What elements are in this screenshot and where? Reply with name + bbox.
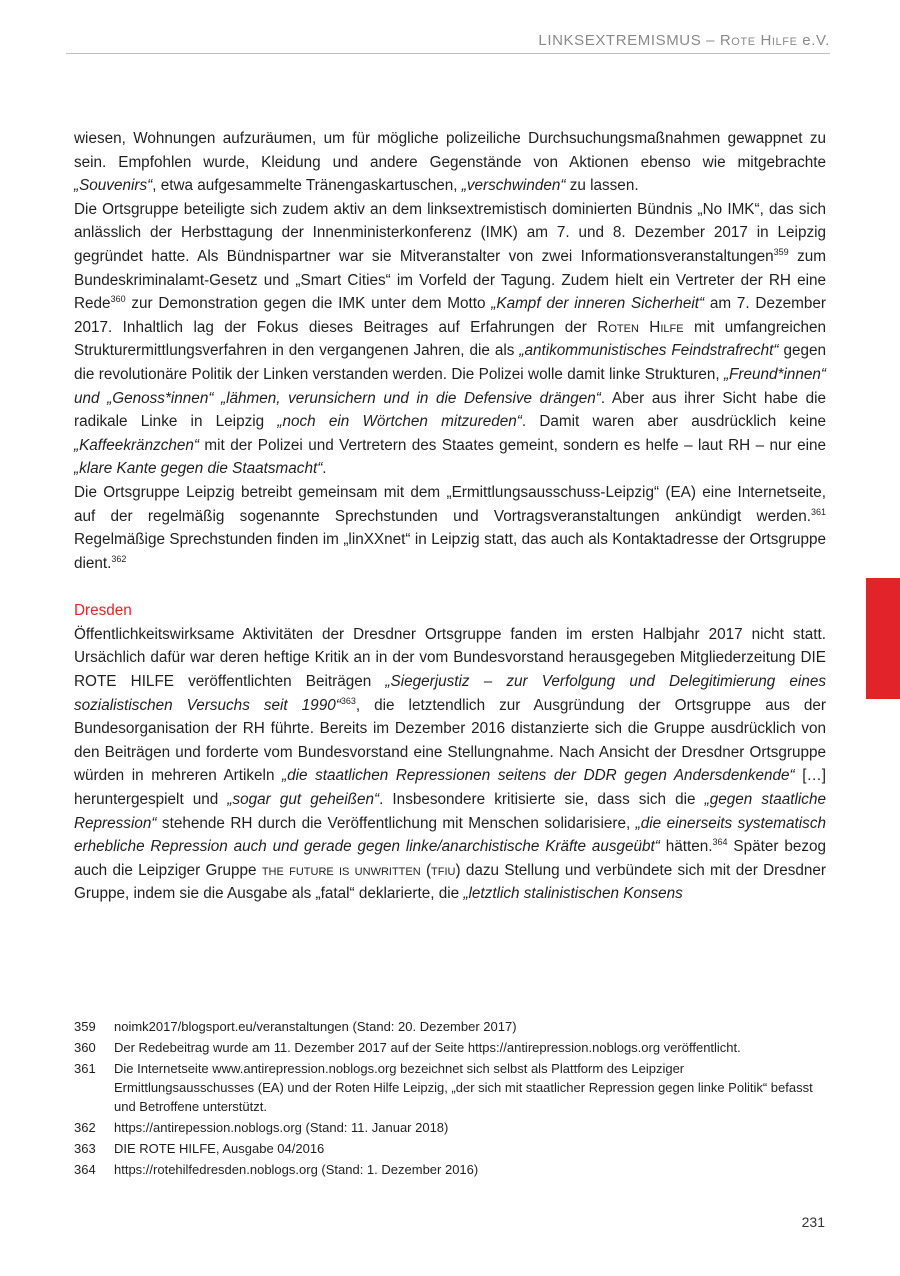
page-number: 231 — [801, 1214, 825, 1230]
footnote-ref[interactable]: 359 — [773, 246, 789, 257]
footnote-text: https://antirepession.noblogs.org (Stand: 11. Januar 2018) — [114, 1120, 449, 1135]
footnote-number: 359 — [74, 1019, 96, 1034]
header-org: Rote Hilfe — [719, 32, 798, 49]
paragraph: wiesen, Wohnungen aufzuräumen, um für mögliche polizeiliche Durchsuchungsmaßnahmen gewappnet zu sein. Empfohlen wurde, Kleidung und andere Gegenstände von Aktionen ebenso wie mitgebrachte „Souvenirs“, etwa aufgesammelte Tränengaskartuschen, „verschwinden“ zu lassen. — [74, 130, 826, 195]
footnote-ref[interactable]: 363 — [340, 695, 356, 706]
footnote-text: Der Redebeitrag wurde am 11. Dezember 2017 auf der Seite https://antirepression.noblogs.org veröffentlicht. — [114, 1040, 741, 1055]
footnote-ref[interactable]: 360 — [110, 294, 126, 305]
section-heading: Dresden — [74, 602, 132, 620]
header-suffix: e.V. — [797, 32, 830, 49]
footnote-number: 361 — [74, 1061, 96, 1076]
chapter-tab-marker — [866, 578, 900, 699]
footnote — [74, 1017, 826, 1036]
footnote-text: noimk2017/blogsport.eu/veranstaltungen (Stand: 20. Dezember 2017) — [114, 1019, 517, 1034]
paragraph: Öffentlichkeitswirksame Aktivitäten der Dresdner Ortsgruppe fanden im ersten Halbjahr 2017 nicht statt. Ursächlich dafür war deren heftige Kritik an in der vom Bundesvorstand herausgegeben Mitgliederzeitung DIE ROTE HILFE veröffentlichten Beiträgen „Siegerjustiz – zur Verfolgung und Delegitimierung eines sozialistischen Versuchs seit 1990“$^{363}$, die letztendlich zur Ausgründung der Ortsgruppe aus der Bundesorganisation der RH führte. Bereits im Dezember 2016 distanzierte sich die Gruppe ausdrücklich von den Beiträgen und forderte vom Bundesvorstand eine Stellungnahme. Nach Ansicht der Dresdner Ortsgruppe würden in mehreren Artikeln „die staatlichen Repressionen seitens der DDR gegen Andersdenkende“ […] heruntergespielt und „sogar gut geheißen“. Insbesondere kritisierte sie, dass sich die „gegen staatliche Repression“ stehende RH durch die Veröffentlichung mit Menschen solidarisiere, „die einerseits systematisch erhebliche Repression auch und gerade gegen linke/anarchistische Kräfte ausgeübt“ hätten.$^{364}$ Später bezog auch die Leipziger Gruppe the future is unwritten (tfiu) dazu Stellung und verbündete sich mit der Dresdner Gruppe, indem sie die Ausgabe als „fatal“ deklarierte, die „letztlich stalinistischen Konsens — [74, 625, 826, 903]
paragraph: Die Ortsgruppe beteiligte sich zudem aktiv an dem linksextremistisch dominierten Bündnis „No IMK“, das sich anlässlich der Herbsttagung der Innenministerkonferenz (IMK) am 7. und 8. Dezember 2017 in Leipzig gegründet hatte. Als Bündnispartner war sie Mitveranstalter von zwei Informationsveranstaltungen$^{359}$ zum Bundeskriminalamt-Gesetz und „Smart Cities“ im Vorfeld der Tagung. Zudem hielt ein Vertreter der RH eine Rede$^{360}$ zur Demonstration gegen die IMK unter dem Motto „Kampf der inneren Sicherheit“ am 7. Dezember 2017. Inhaltlich lag der Fokus dieses Beitrages auf Erfahrungen der Roten Hilfe mit umfangreichen Strukturermittlungsverfahren in den vergangenen Jahren, die als „antikommunistisches Feindstrafrecht“ gegen die revolutionäre Politik der Linken verstanden werden. Die Polizei wolle damit linke Strukturen, „Freund*innen“ und „Genoss*innen“ „lähmen, verunsichern und in die Defensive drängen“. Aber aus ihrer Sicht habe die radikale Linke in Leipzig „noch ein Wörtchen mitzureden“. Damit waren aber ausdrücklich keine „Kaffeekränzchen“ mit der Polizei und Vertretern des Staates gemeint, sondern es helfe – laut RH – nur eine „klare Kante gegen die Staatsmacht“. — [74, 200, 827, 478]
footnotes — [74, 1017, 826, 1181]
footnote-text: Die Internetseite www.antirepression.noblogs.org bezeichnet sich selbst als Plattform des Leipziger Ermittlungsausschusses (EA) und der Roten Hilfe Leipzig, „der sich mit staatlicher Repression gegen linke Politik“ befasst und Betroffene unterstützt. — [114, 1061, 813, 1114]
footnote-ref[interactable]: 362 — [111, 553, 127, 564]
footnote — [74, 1118, 826, 1137]
footnote-number: 364 — [74, 1162, 96, 1177]
footnote-text: https://rotehilfedresden.noblogs.org (Stand: 1. Dezember 2016) — [114, 1162, 479, 1177]
footnote-ref[interactable]: 361 — [810, 506, 826, 517]
footnote-ref[interactable]: 364 — [712, 837, 728, 848]
header-title: LINKSEXTREMISMUS – — [538, 32, 720, 49]
footnote-number: 362 — [74, 1120, 96, 1135]
footnote-text: DIE ROTE HILFE, Ausgabe 04/2016 — [114, 1141, 325, 1156]
footnote — [74, 1059, 826, 1116]
running-header — [66, 32, 830, 54]
footnote — [74, 1139, 826, 1158]
footnote-number: 360 — [74, 1040, 96, 1055]
body-text — [74, 127, 826, 906]
paragraph: Die Ortsgruppe Leipzig betreibt gemeinsam mit dem „Ermittlungsausschuss-Leipzig“ (EA) eine Internetseite, auf der regelmäßig sogenannte Sprechstunden und Vortragsveranstaltungen ankündigt werden.$^{361}$ Regelmäßige Sprechstunden finden im „linXXnet“ in Leipzig statt, das auch als Kontaktadresse der Ortsgruppe dient.$^{362}$ — [74, 483, 826, 572]
footnote — [74, 1160, 826, 1179]
footnote-number: 363 — [74, 1141, 96, 1156]
footnote — [74, 1038, 826, 1057]
